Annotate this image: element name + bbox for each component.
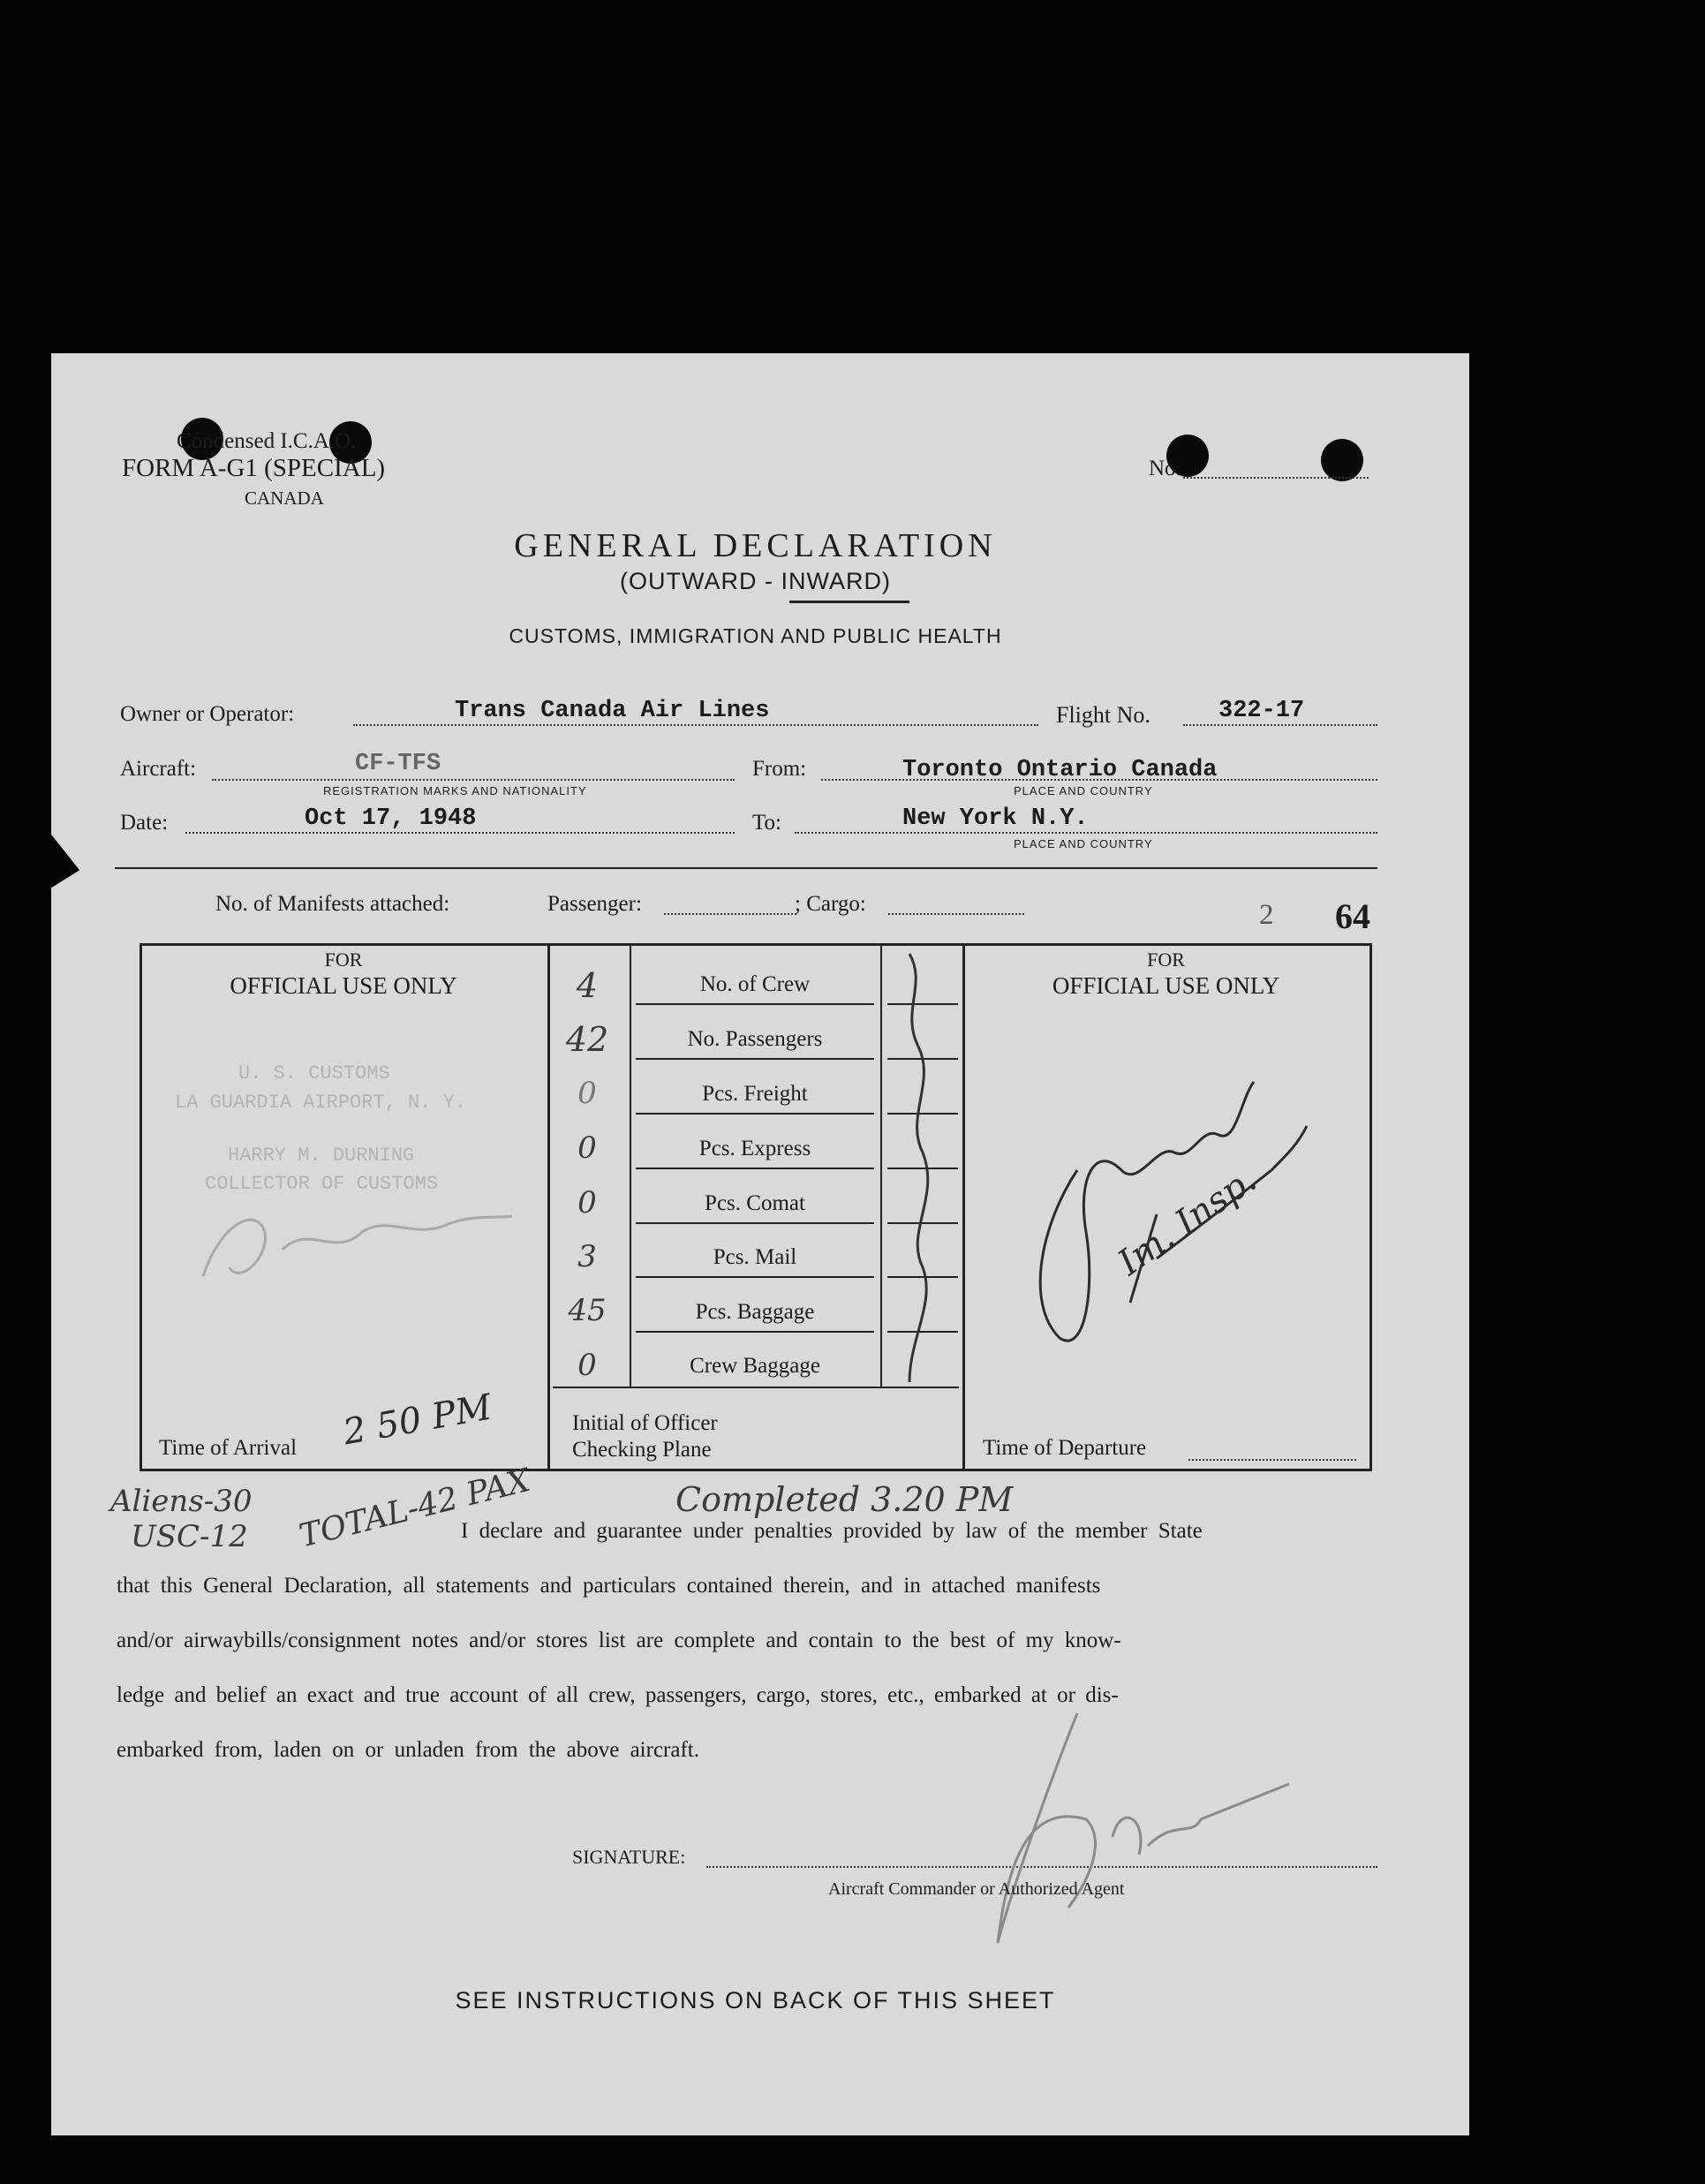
left-for: FOR	[324, 948, 363, 971]
time-arrival-value: 2 50 PM	[340, 1387, 495, 1454]
comat-label: Pcs. Comat	[705, 1191, 805, 1215]
from-value: Toronto Ontario Canada	[902, 757, 1218, 783]
initial-officer-label: Initial of Officer	[572, 1411, 718, 1435]
declaration-line: embarked from, laden on or unladen from the above aircraft.	[117, 1738, 699, 1762]
row-rule	[636, 1113, 874, 1115]
to-dots	[795, 832, 1377, 834]
cargo-label: ; Cargo:	[795, 892, 866, 916]
row-rule	[636, 1168, 874, 1169]
declaration-line: that this General Declaration, all statements and particulars contained therein, and in attached manifests	[117, 1574, 1101, 1598]
checking-plane-label: Checking Plane	[572, 1438, 712, 1462]
row-rule	[636, 1276, 874, 1278]
row-rule	[636, 1331, 874, 1333]
crew-baggage-label: Crew Baggage	[690, 1354, 820, 1378]
stamp-line: COLLECTOR OF CUSTOMS	[205, 1173, 439, 1195]
stamp-line: HARRY M. DURNING	[228, 1145, 415, 1167]
declaration-line: I declare and guarantee under penalties provided by law of the member State	[461, 1519, 1203, 1543]
to-value: New York N.Y.	[902, 805, 1089, 832]
row-rule	[636, 1003, 874, 1005]
number-dots	[1183, 477, 1369, 479]
commander-signature	[971, 1696, 1307, 1961]
owner-dots	[353, 724, 1038, 726]
mail-count: 3	[577, 1239, 597, 1274]
passengers-count: 42	[565, 1020, 609, 1059]
departure-dots	[1188, 1459, 1356, 1461]
col-divider	[962, 943, 965, 1469]
to-caption: PLACE AND COUNTRY	[1014, 837, 1153, 850]
inward-underline	[789, 601, 909, 603]
page-number: 64	[1335, 896, 1370, 936]
row-rule	[636, 1058, 874, 1060]
baggage-count: 45	[568, 1293, 607, 1328]
flight-dots	[1183, 724, 1377, 726]
from-caption: PLACE AND COUNTRY	[1014, 784, 1153, 797]
note-aliens: Aliens-30	[110, 1484, 253, 1519]
mail-label: Pcs. Mail	[713, 1245, 797, 1269]
aircraft-caption: REGISTRATION MARKS AND NATIONALITY	[323, 784, 587, 797]
note-usc: USC-12	[131, 1519, 248, 1554]
col-divider	[547, 943, 550, 1469]
stamp-line: LA GUARDIA AIRPORT, N. Y.	[175, 1092, 467, 1114]
commander-label: Aircraft Commander or Authorized Agent	[828, 1879, 1125, 1899]
comat-count: 0	[577, 1185, 597, 1220]
time-arrival-label: Time of Arrival	[159, 1436, 298, 1460]
aircraft-label: Aircraft:	[120, 757, 197, 781]
department-line: CUSTOMS, IMMIGRATION AND PUBLIC HEALTH	[509, 624, 1002, 647]
flight-label: Flight No.	[1056, 702, 1150, 728]
date-label: Date:	[120, 811, 169, 835]
passenger-dots	[664, 913, 796, 915]
time-departure-label: Time of Departure	[983, 1436, 1147, 1460]
col-divider	[630, 943, 631, 1387]
owner-value: Trans Canada Air Lines	[455, 698, 770, 724]
rule	[115, 867, 1377, 869]
to-label: To:	[752, 811, 781, 835]
baggage-label: Pcs. Baggage	[695, 1300, 815, 1324]
passenger-label: Passenger:	[547, 892, 642, 916]
freight-count: 0	[577, 1076, 597, 1111]
collector-signature	[185, 1197, 521, 1303]
owner-label: Owner or Operator:	[120, 702, 295, 726]
form-id: FORM A-G1 (SPECIAL)	[122, 454, 386, 482]
form-header-icao: Condensed I.C.A.O.	[177, 429, 357, 453]
crew-label: No. of Crew	[699, 972, 811, 996]
note-total: TOTAL-42 PAX	[296, 1462, 534, 1555]
signature-label: SIGNATURE:	[572, 1846, 686, 1868]
freight-label: Pcs. Freight	[702, 1082, 808, 1106]
date-value: Oct 17, 1948	[305, 805, 477, 832]
aircraft-value: CF-TFS	[355, 751, 441, 777]
page-title: GENERAL DECLARATION	[514, 527, 997, 564]
date-dots	[185, 832, 735, 834]
flight-value: 322-17	[1218, 698, 1305, 724]
page-mark: 2	[1259, 899, 1274, 931]
express-count: 0	[577, 1130, 597, 1166]
note-completed: Completed 3.20 PM	[675, 1480, 1014, 1519]
passengers-label: No. Passengers	[687, 1027, 823, 1051]
col-divider	[880, 943, 882, 1387]
punch-hole	[1321, 439, 1363, 481]
aircraft-dots	[212, 779, 735, 781]
manifests-label: No. of Manifests attached:	[215, 892, 450, 916]
crew-baggage-count: 0	[577, 1348, 597, 1383]
right-for: FOR	[1147, 948, 1185, 971]
from-label: From:	[752, 757, 807, 781]
declaration-line: and/or airwaybills/consignment notes and/or stores list are complete and contain to the best of my know-	[117, 1629, 1121, 1652]
officer-title: Im. Insp.	[1111, 1159, 1264, 1284]
check-mark-squiggle	[892, 949, 945, 1391]
form-country: CANADA	[245, 487, 324, 509]
cargo-dots	[888, 913, 1024, 915]
crew-count: 4	[576, 966, 599, 1005]
left-official-use: OFFICIAL USE ONLY	[230, 972, 457, 999]
footer-instructions: SEE INSTRUCTIONS ON BACK OF THIS SHEET	[455, 1987, 1056, 2014]
right-official-use: OFFICIAL USE ONLY	[1052, 972, 1280, 999]
page-subtitle: (OUTWARD - INWARD)	[620, 568, 891, 594]
stamp-line: U. S. CUSTOMS	[238, 1062, 390, 1084]
row-rule	[636, 1222, 874, 1224]
express-label: Pcs. Express	[698, 1137, 811, 1160]
declaration-line: ledge and belief an exact and true account of all crew, passengers, cargo, stores, etc., embarked at or dis-	[117, 1683, 1119, 1707]
form-number-label: No.	[1149, 457, 1181, 480]
